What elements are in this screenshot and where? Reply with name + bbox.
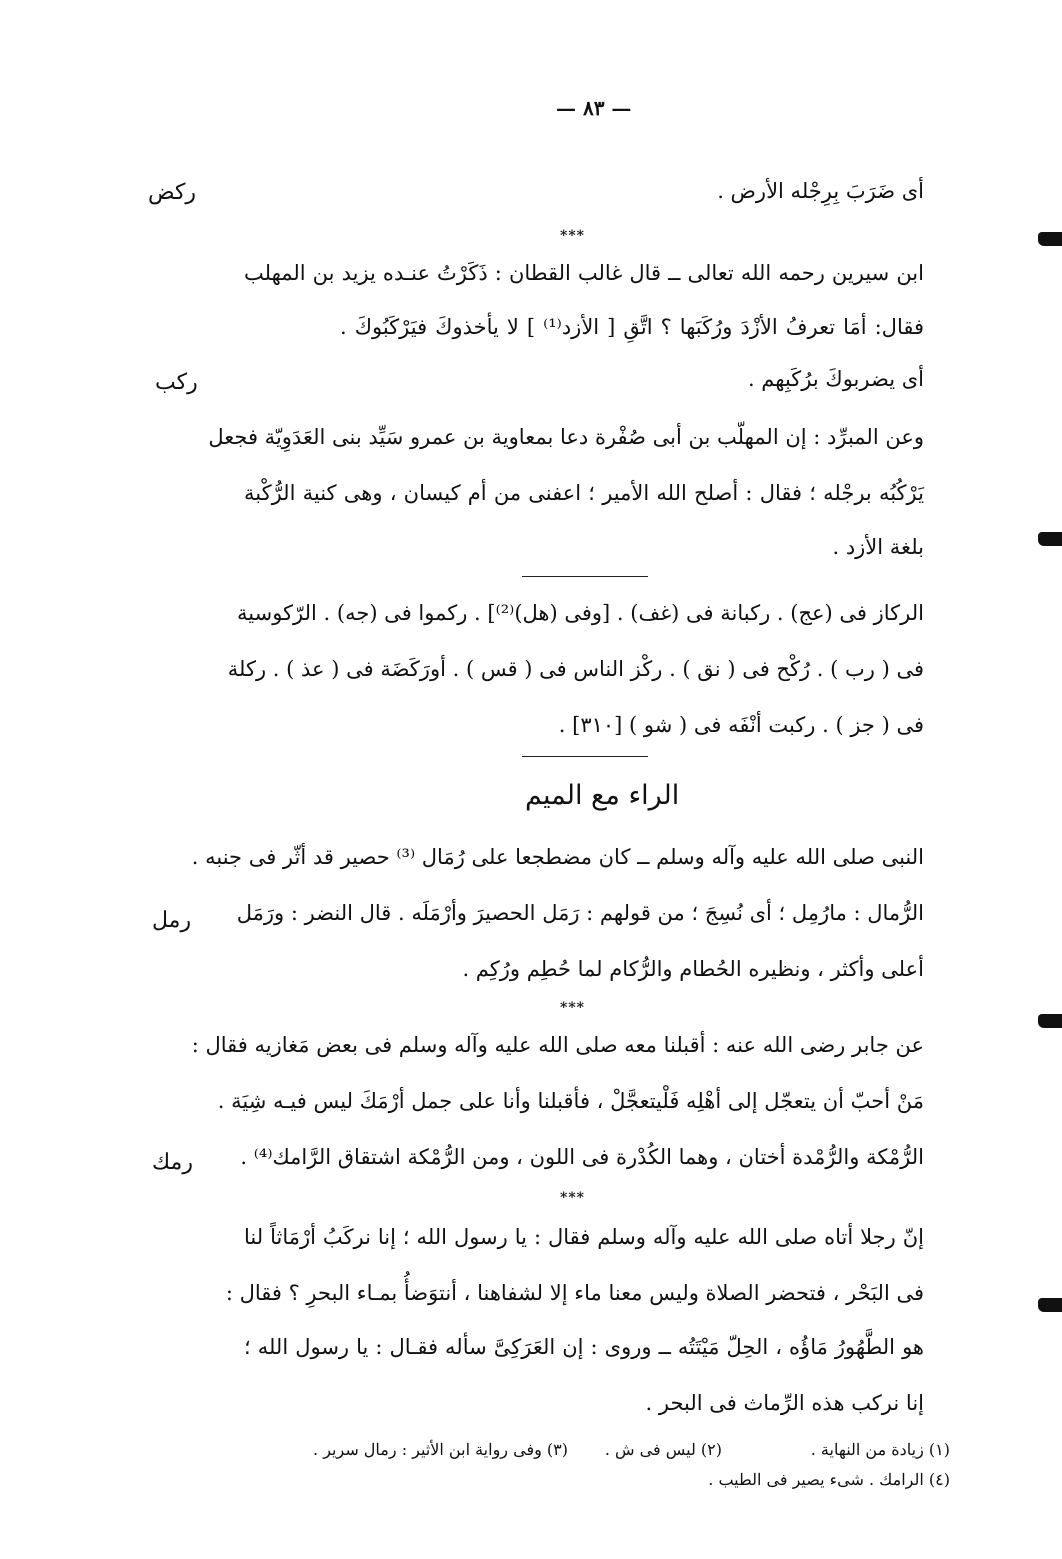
scan-edge-mark [1038,1014,1062,1028]
text-line: النبى صلى الله عليه وآله وسلم ــ كان مضطجعا على رُمَال ⁽³⁾ حصير قد أثّر فى جنبه . [191,845,924,869]
footnote: (٤) الرامك . شىء يصير فى الطيب . [708,1470,950,1489]
text-line: عن جابر رضى الله عنه : أقبلنا معه صلى الله عليه وآله وسلم فى بعض مَغازيه فقال : [191,1033,924,1057]
margin-root-word: رمك [152,1150,193,1175]
text-line: وعن المبرِّد : إن المهلّب بن أبى صُفْرة دعا بمعاوية بن عمرو سَيِّد بنى العَدَوِيّة فجعل [208,425,924,449]
footnote: (٢) ليس فى ش . [604,1440,722,1459]
section-divider-stars: *** [560,228,585,244]
text-line: هو الطَّهُورُ مَاؤُه ، الحِلّ مَيْتَتُه ــ وروى : إن العَرَكِىَّ سأله فقـال : يا رسول الله ؛ [244,1335,924,1359]
section-rule [522,576,648,577]
margin-root-word: ركب [155,370,198,395]
section-divider-stars: *** [560,1000,585,1016]
margin-root-word: ركض [148,180,197,205]
footnote: (١) زيادة من النهاية . [810,1440,950,1459]
footnote: (٣) وفى رواية ابن الأثير : رمال سرير . [313,1440,568,1459]
text-line: الركاز فى (عج) . ركبانة فى (غف) . [وفى (هل)⁽²⁾] . ركموا فى (جه) . الرّكوسية [237,601,924,625]
section-rule [522,756,648,757]
text-line: أى يضربوكَ برُكَبِهم . [747,367,924,391]
page-number: — ٨٣ — [556,96,632,120]
section-divider-stars: *** [560,1190,585,1206]
text-line: فى البَحْر ، فتحضر الصلاة وليس معنا ماء إلا لشفاهنا ، أنتوَضأُ بمـاء البحرِ ؟ فقال : [225,1281,924,1305]
text-line: يَرْكُبُه برجْله ؛ فقال : أصلح الله الأمير ؛ اعفنى من أم كيسان ، وهى كنية الرُّكْبة [244,481,924,505]
section-heading: الراء مع الميم [525,780,680,811]
margin-root-word: رمل [152,908,192,933]
scan-edge-mark [1038,532,1062,546]
text-line: الرُّمال : مارُمِل ؛ أى نُسِجَ ؛ من قولهم : رَمَل الحصيرَ وأرْمَلَه . قال النضر : ورَمَل [236,901,924,925]
text-line: مَنْ أحبّ أن يتعجّل إلى أهْلِه فَلْيتعجَّلْ ، فأقبلنا وأنا على جمل أرْمَكَ ليس فيـه شِيَة . [217,1089,924,1113]
text-line: فى ( رب ) . رُكْح فى ( نق ) . ركْز الناس فى ( قس ) . أورَكَضَة فى ( عذ ) . ركلة [227,657,924,681]
text-line: ابن سيرين رحمه الله تعالى ــ قال غالب القطان : ذَكَرْتُ عنـده يزيد بن المهلب [244,261,924,285]
text-line: الرُّمْكة والرُّمْدة أختان ، وهما الكُدْرة فى اللون ، ومن الرُّمْكة اشتقاق الرَّامك⁽⁴⁾ . [240,1145,924,1169]
text-line: إنا نركب هذه الرِّماث فى البحر . [645,1391,924,1415]
text-line: بلغة الأزد . [832,535,924,559]
text-line: إنّ رجلا أتاه صلى الله عليه وآله وسلم فقال : يا رسول الله ؛ إنا نركَبُ أرْمَاثاً لنا [244,1225,924,1249]
text-line: فى ( جز ) . ركبت أنْفَه فى ( شو ) [٣١٠] . [558,713,924,737]
text-line: أى ضَرَبَ بِرِجْله الأرض . [717,179,924,203]
scan-edge-mark [1038,232,1062,246]
text-line: فقال: أمَا تعرفُ الأزْدَ ورُكَبَها ؟ اتَّقِ [ الأزد⁽¹⁾ ] لا يأخذوكَ فيَرْكَبُوكَ . [340,315,925,339]
text-line: أعلى وأكثر ، ونظيره الحُطام والرُّكام لما حُطِم ورُكِم . [462,957,924,981]
scan-edge-mark [1038,1298,1062,1312]
